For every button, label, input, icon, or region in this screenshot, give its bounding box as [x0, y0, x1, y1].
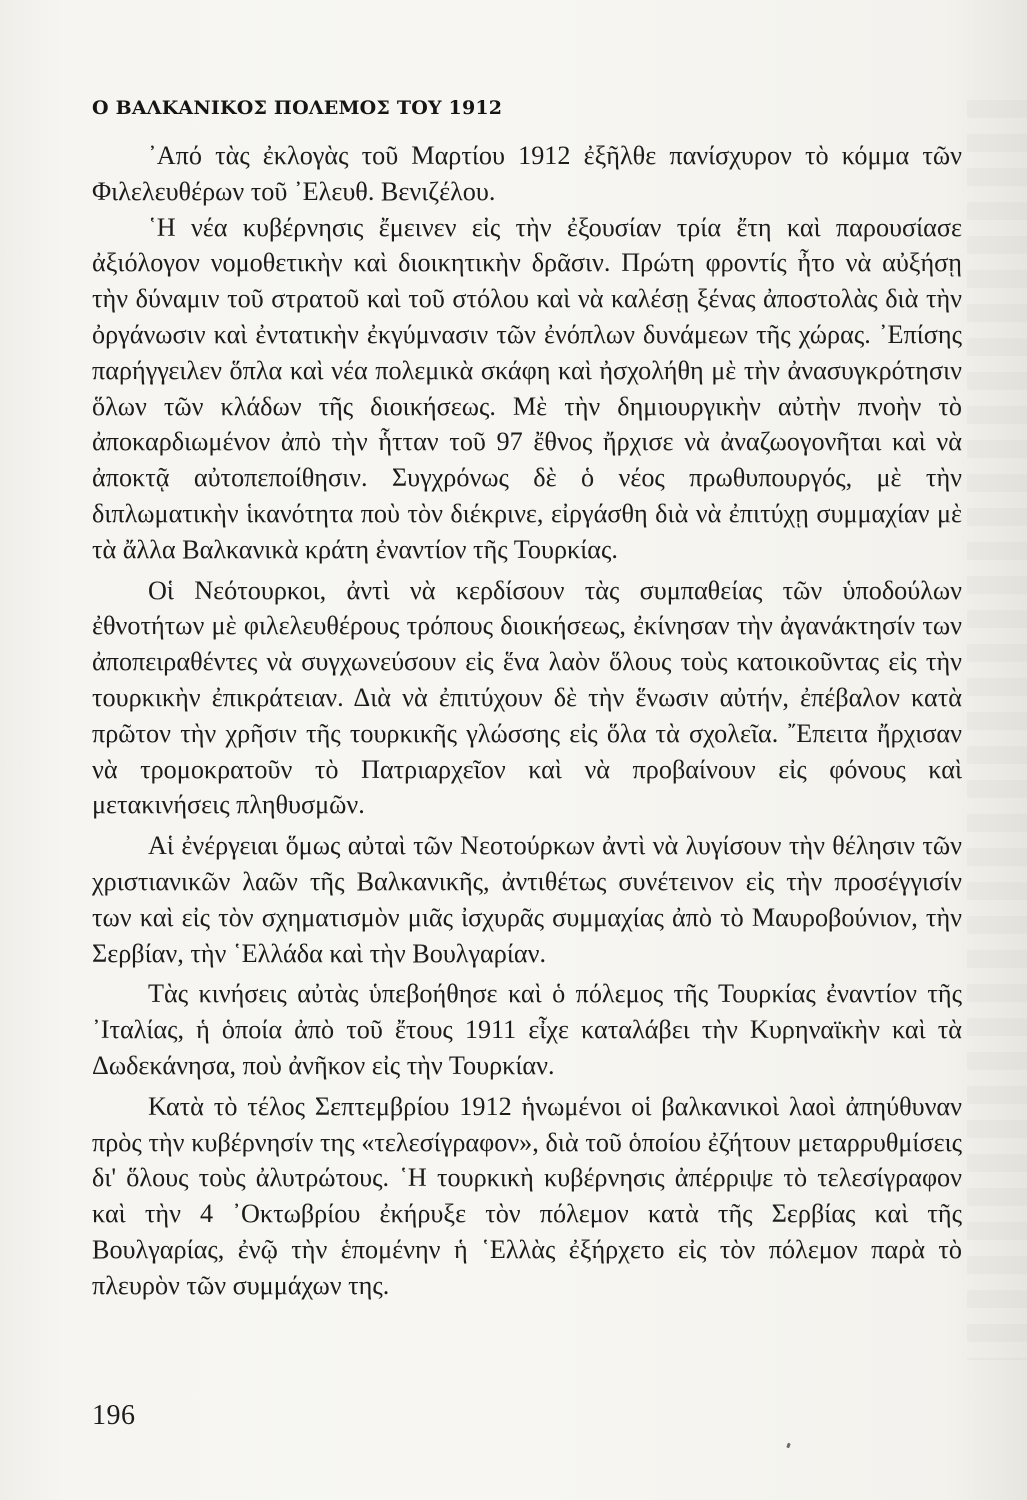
- paragraph-4: Αἱ ἐνέργειαι ὅμως αὐταὶ τῶν Νεοτούρκων ἀντὶ νὰ λυγίσουν τὴν θέλησιν τῶν χριστιανικῶν λαῶν τῆς Βαλκανικῆς, ἀντιθέτως συνέτεινον εἰς τὴν προσέγγισίν των καὶ εἰς τὸν σχηματισμὸν μιᾶς ἰσχυρᾶς συμμαχίας ἀπὸ τὸ Μαυροβούνιον, τὴν Σερβίαν, τὴν ῾Ελλάδα καὶ τὴν Βουλγαρίαν.: [92, 831, 962, 968]
- paragraph-2: ῾Η νέα κυβέρνησις ἔμεινεν εἰς τὴν ἐξουσίαν τρία ἔτη καὶ παρουσίασε ἀξιόλογον νομοθετικὴν καὶ διοικητικὴν δρᾶσιν. Πρώτη φροντίς ἦτο νὰ αὐξήσῃ τὴν δύναμιν τοῦ στρατοῦ καὶ τοῦ στόλου καὶ νὰ καλέσῃ ξένας ἀποστολὰς διὰ τὴν ὀργάνωσιν καὶ ἐντατικὴν ἐκγύμνασιν τῶν ἐνόπλων δυνάμεων τῆς χώρας. ᾿Επίσης παρήγγειλεν ὅπλα καὶ νέα πολεμικὰ σκάφη καὶ ἠσχολήθη μὲ τὴν ἀνασυγκρότησιν ὅλων τῶν κλάδων τῆς διοικήσεως. Μὲ τὴν δημιουργικὴν αὐτὴν πνοὴν τὸ ἀποκαρδιωμένον ἀπὸ τὴν ἧτταν τοῦ 97 ἔθνος ἤρχισε νὰ ἀναζωογονῆται καὶ νὰ ἀποκτᾷ αὐτοπεποίθησιν. Συγχρόνως δὲ ὁ νέος πρωθυπουργός, μὲ τὴν διπλωματικὴν ἱκανότητα ποὺ τὸν διέκρινε, εἰργάσθη διὰ νὰ ἐπιτύχῃ συμμαχίαν μὲ τὰ ἄλλα Βαλκανικὰ κράτη ἐναντίον τῆς Τουρκίας.: [92, 212, 962, 564]
- ink-speck: [786, 1443, 791, 1449]
- paragraph-1: ᾿Από τὰς ἐκλογὰς τοῦ Μαρτίου 1912 ἐξῆλθε πανίσχυρον τὸ κόμμα τῶν Φιλελευθέρων τοῦ ᾿Ελευθ. Βενιζέλου.: [92, 141, 962, 206]
- facing-page-bleed-through: [967, 100, 1027, 1360]
- page-number: 196: [92, 1400, 136, 1431]
- paragraph-3: Οἱ Νεότουρκοι, ἀντὶ νὰ κερδίσουν τὰς συμπαθείας τῶν ὑποδούλων ἐθνοτήτων μὲ φιλελευθέρους τρόπους διοικήσεως, ἐκίνησαν τὴν ἀγανάκτησίν των ἀποπειραθέντες νὰ συγχωνεύσουν εἰς ἕνα λαὸν ὅλους τοὺς κατοικοῦντας εἰς τὴν τουρκικὴν ἐπικράτειαν. Διὰ νὰ ἐπιτύχουν δὲ τὴν ἕνωσιν αὐτήν, ἐπέβαλον κατὰ πρῶτον τὴν χρῆσιν τῆς τουρκικῆς γλώσσης εἰς ὅλα τὰ σχολεῖα. ῎Επειτα ἤρχισαν νὰ τρομοκρατοῦν τὸ Πατριαρχεῖον καὶ νὰ προβαίνουν εἰς φόνους καὶ μετακινήσεις πληθυσμῶν.: [92, 575, 962, 820]
- chapter-title: Ο ΒΑΛΚΑΝΙΚΟΣ ΠΟΛΕΜΟΣ ΤΟΥ 1912: [92, 97, 503, 119]
- paragraph-6: Κατὰ τὸ τέλος Σεπτεμβρίου 1912 ἡνωμένοι οἱ βαλκανικοὶ λαοὶ ἀπηύθυναν πρὸς τὴν κυβέρνησίν της «τελεσίγραφον», διὰ τοῦ ὁποίου ἐζήτουν μεταρρυθμίσεις δι' ὅλους τοὺς ἀλυτρώτους. ῾Η τουρκικὴ κυβέρνησις ἀπέρριψε τὸ τελεσίγραφον καὶ τὴν 4 ᾿Οκτωβρίου ἐκήρυξε τὸν πόλεμον κατὰ τῆς Σερβίας καὶ τῆς Βουλγαρίας, ἐνῷ τὴν ἑπομένην ἡ ῾Ελλὰς ἐξήρχετο εἰς τὸν πόλεμον παρὰ τὸ πλευρὸν τῶν συμμάχων της.: [92, 1091, 962, 1300]
- paragraph-5: Τὰς κινήσεις αὐτὰς ὑπεβοήθησε καὶ ὁ πόλεμος τῆς Τουρκίας ἐναντίον τῆς ᾿Ιταλίας, ἡ ὁποία ἀπὸ τοῦ ἔτους 1911 εἶχε καταλάβει τὴν Κυρηναϊκὴν καὶ τὰ Δωδεκάνησα, ποὺ ἀνῆκον εἰς τὴν Τουρκίαν.: [92, 979, 962, 1080]
- body-text: [92, 138, 962, 1304]
